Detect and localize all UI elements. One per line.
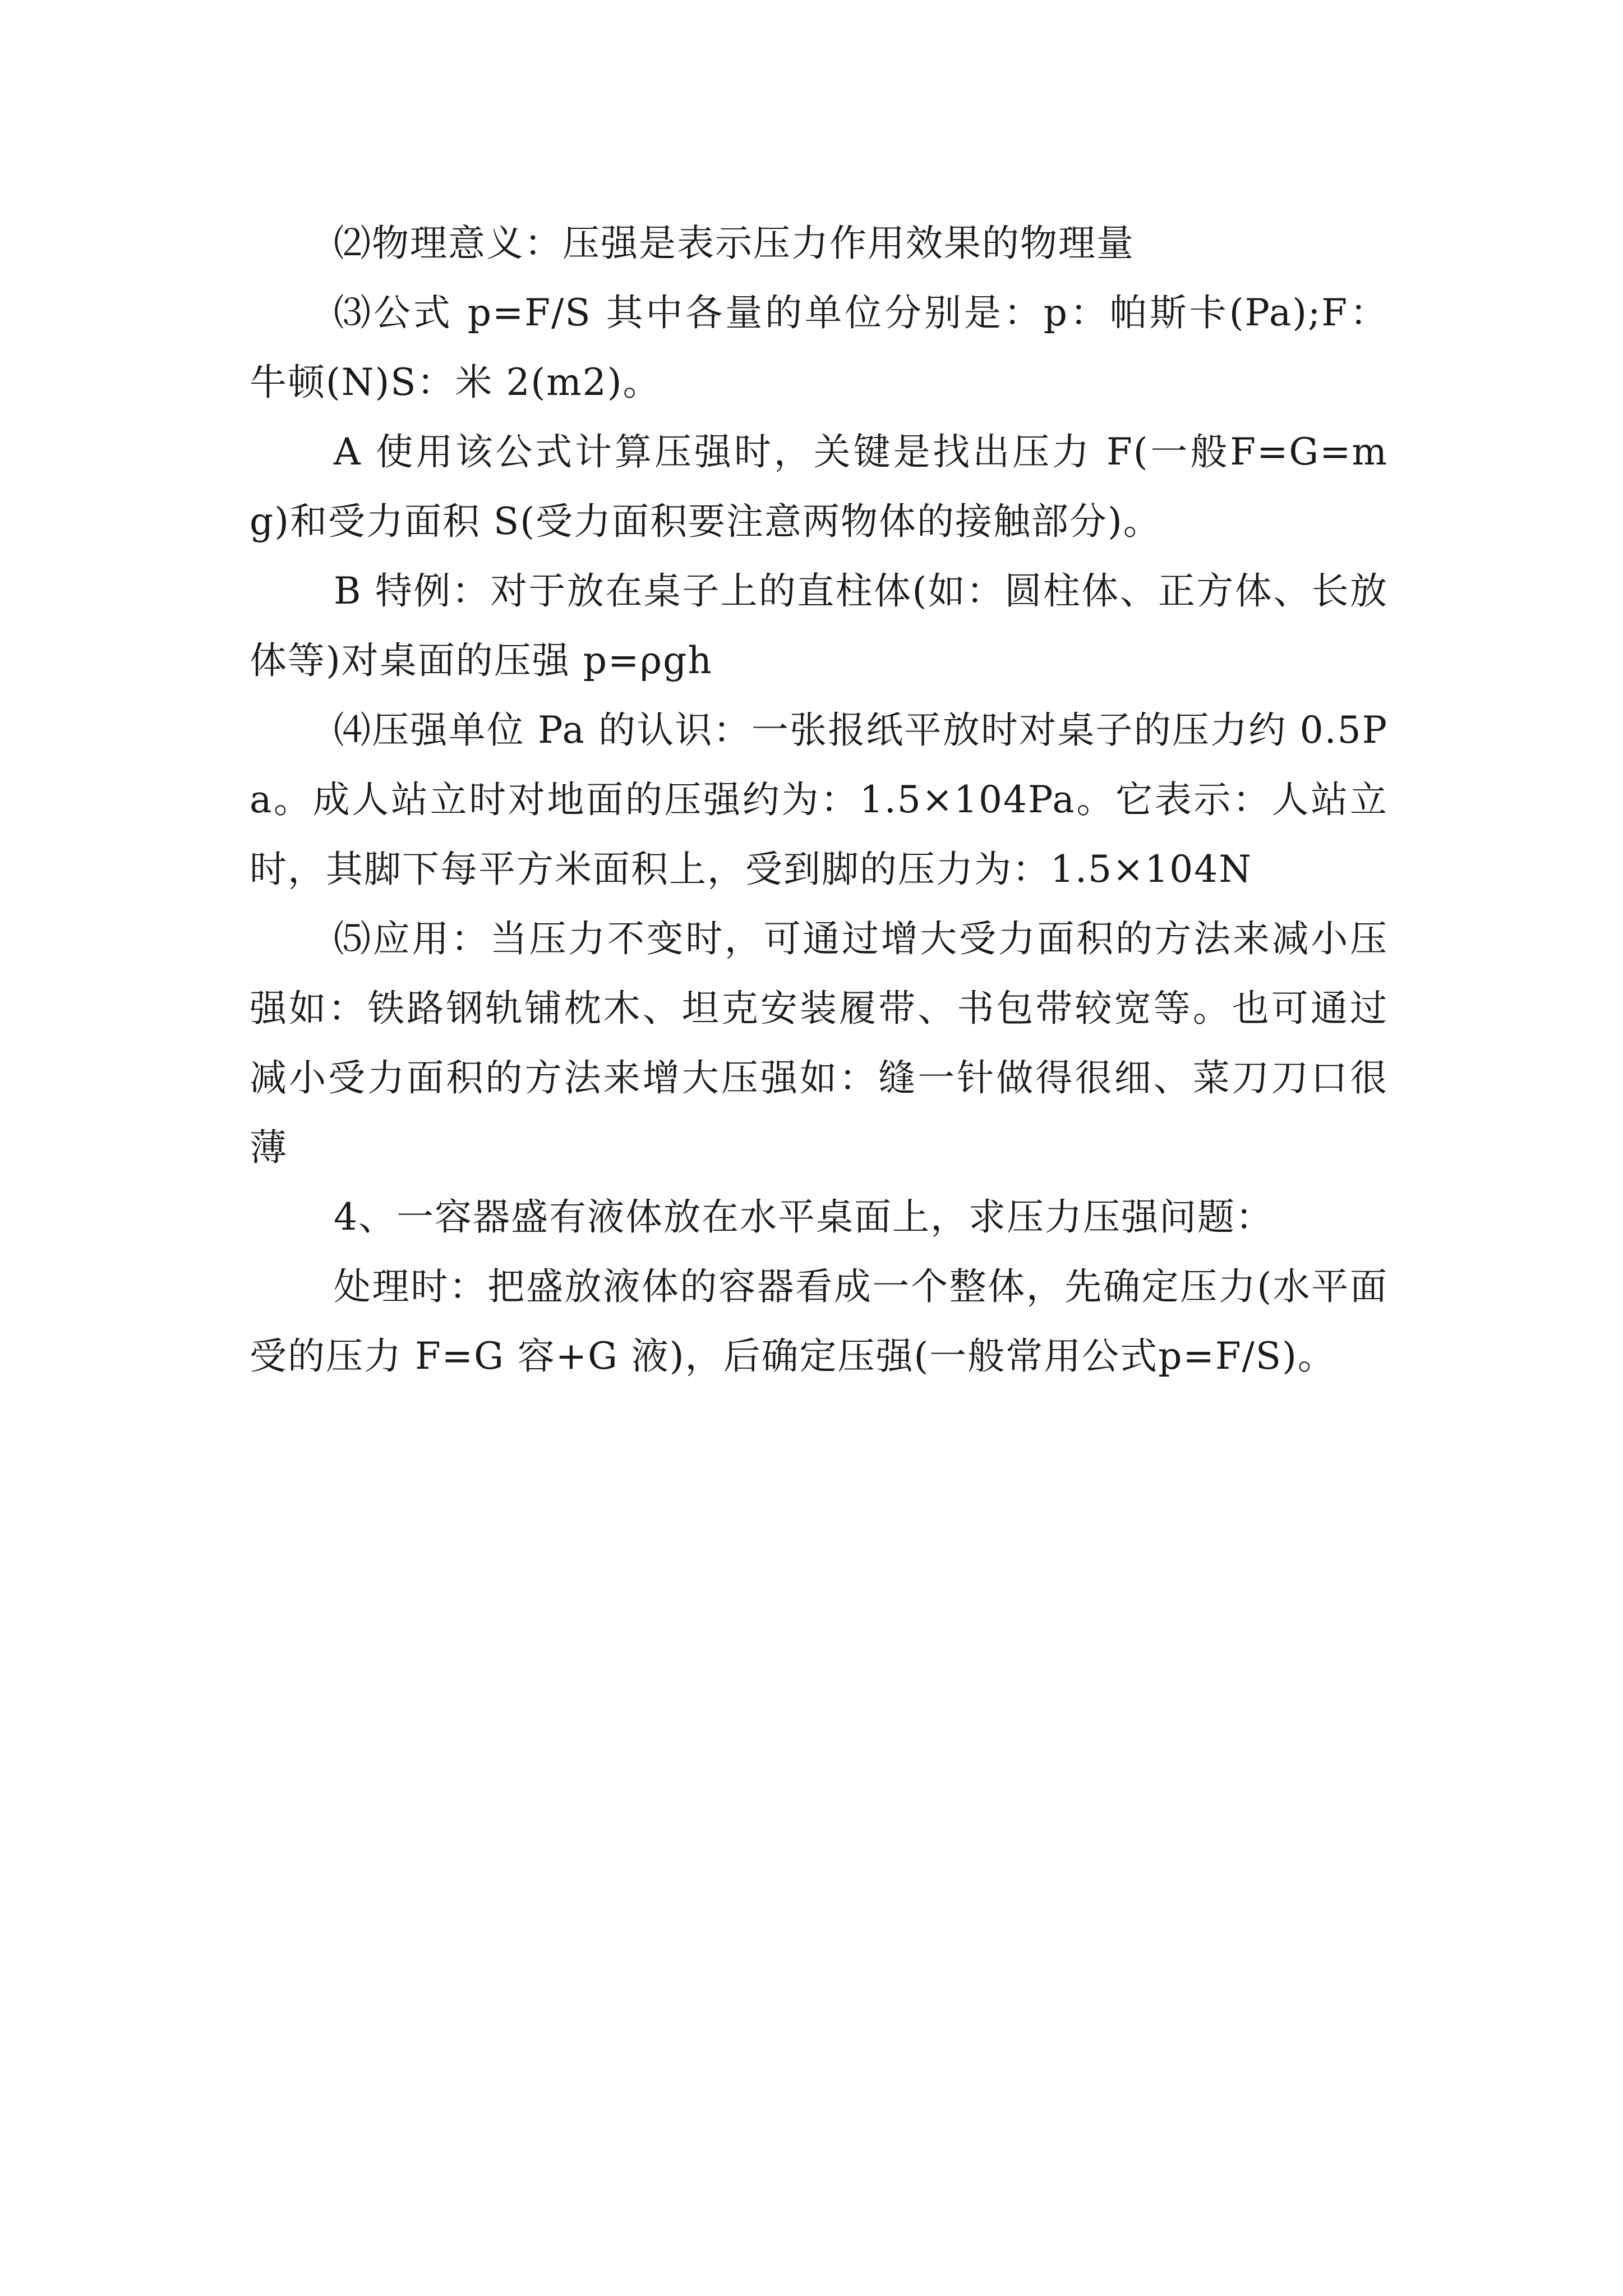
paragraph-physical-meaning: ⑵物理意义：压强是表示压力作用效果的物理量 [334, 222, 1135, 265]
paragraph-note-a: A 使用该公式计算压强时，关键是找出压力 F(一般F=G=mg)和受力面积 S(受力面积要注意两物体的接触部分)。 [250, 430, 1388, 543]
paragraph-pascal-unit: ⑷压强单位 Pa 的认识：一张报纸平放时对桌子的压力约 0.5Pa。成人站立时对地面的压强约为：1.5×104Pa。它表示：人站立时，其脚下每平方米面积上，受到脚的压力为：1.5×104N [250, 708, 1388, 891]
paragraph-section-4-heading: 4、一容器盛有液体放在水平桌面上，求压力压强问题： [334, 1195, 1274, 1239]
paragraph-application: ⑸应用：当压力不变时，可通过增大受力面积的方法来减小压强如：铁路钢轨铺枕木、坦克安装履带、书包带较宽等。也可通过减小受力面积的方法来增大压强如：缝一针做得很细、菜刀刀口很薄 [250, 917, 1388, 1169]
paragraph-formula-units: ⑶公式 p=F/S 其中各量的单位分别是：p：帕斯卡(Pa);F：牛顿(N)S：米 2(m2)。 [250, 291, 1388, 404]
paragraph-section-4-method: 处理时：把盛放液体的容器看成一个整体，先确定压力(水平面受的压力 F=G 容+G 液)，后确定压强(一般常用公式p=F/S)。 [250, 1265, 1388, 1378]
paragraph-note-b: B 特例：对于放在桌子上的直柱体(如：圆柱体、正方体、长放体等)对桌面的压强 p=ρgh [250, 569, 1388, 682]
document-body [250, 209, 1388, 1391]
